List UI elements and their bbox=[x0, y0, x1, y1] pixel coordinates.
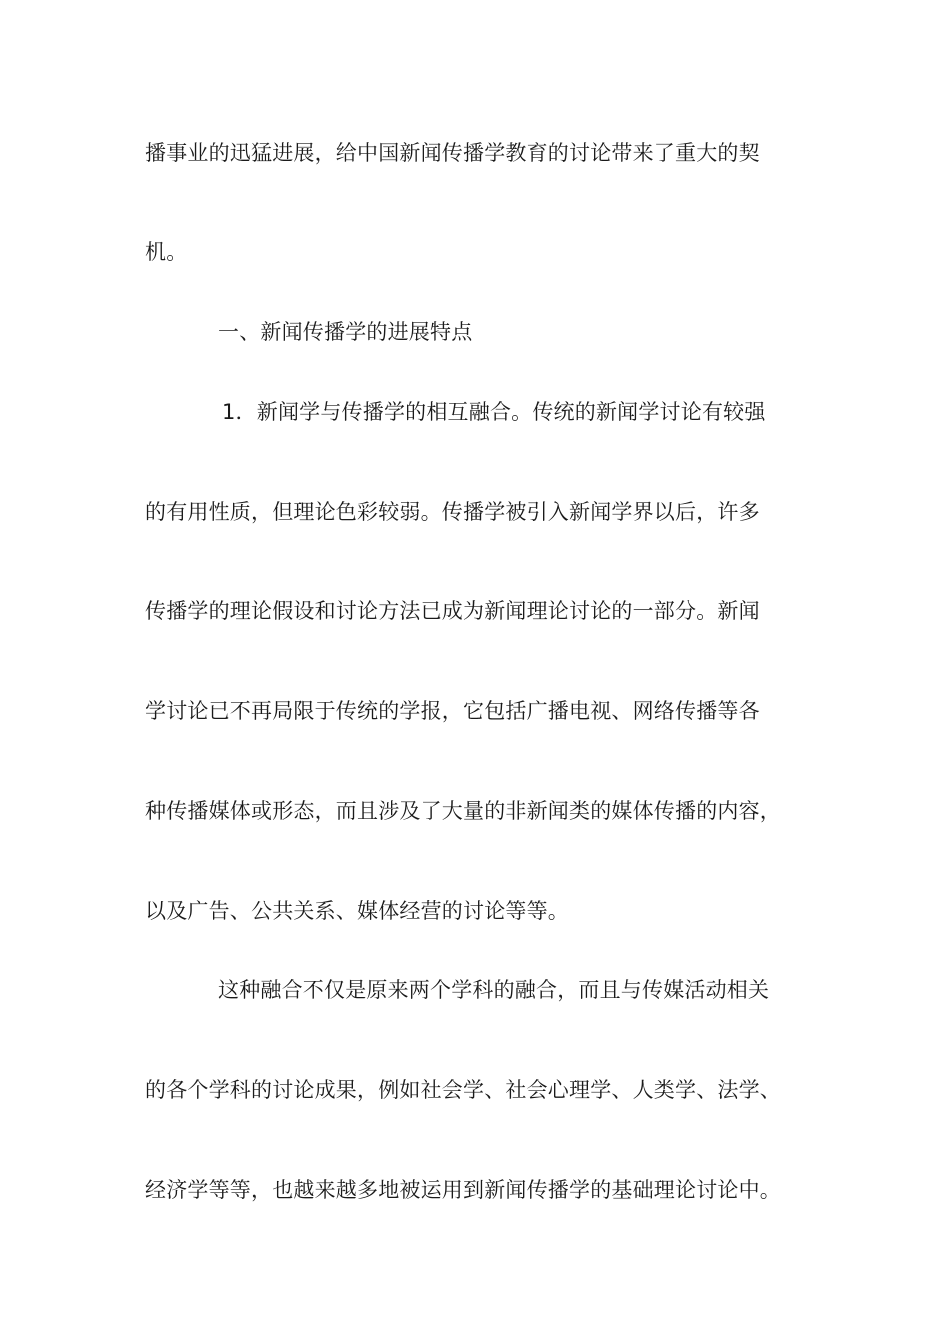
section-heading: 一、新闻传播学的进展特点 bbox=[218, 320, 473, 344]
paragraph-line: 播事业的迅猛进展，给中国新闻传播学教育的讨论带来了重大的契 bbox=[145, 141, 760, 165]
paragraph-line: 经济学等等，也越来越多地被运用到新闻传播学的基础理论讨论中。 bbox=[145, 1178, 781, 1202]
paragraph-line: 这种融合不仅是原来两个学科的融合，而且与传媒活动相关 bbox=[218, 978, 770, 1002]
paragraph-line: 种传播媒体或形态，而且涉及了大量的非新闻类的媒体传播的内容， bbox=[145, 799, 781, 823]
paragraph-line: 的有用性质，但理论色彩较弱。传播学被引入新闻学界以后，许多 bbox=[145, 500, 760, 524]
paragraph-line: 传播学的理论假设和讨论方法已成为新闻理论讨论的一部分。新闻 bbox=[145, 599, 760, 623]
paragraph-line: 1．新闻学与传播学的相互融合。传统的新闻学讨论有较强 bbox=[222, 400, 766, 424]
paragraph-line: 机。 bbox=[145, 240, 188, 264]
paragraph-line: 以及广告、公共关系、媒体经营的讨论等等。 bbox=[145, 899, 569, 923]
paragraph-line: 学讨论已不再局限于传统的学报，它包括广播电视、网络传播等各 bbox=[145, 699, 760, 723]
paragraph-line: 的各个学科的讨论成果，例如社会学、社会心理学、人类学、法学、 bbox=[145, 1078, 781, 1102]
